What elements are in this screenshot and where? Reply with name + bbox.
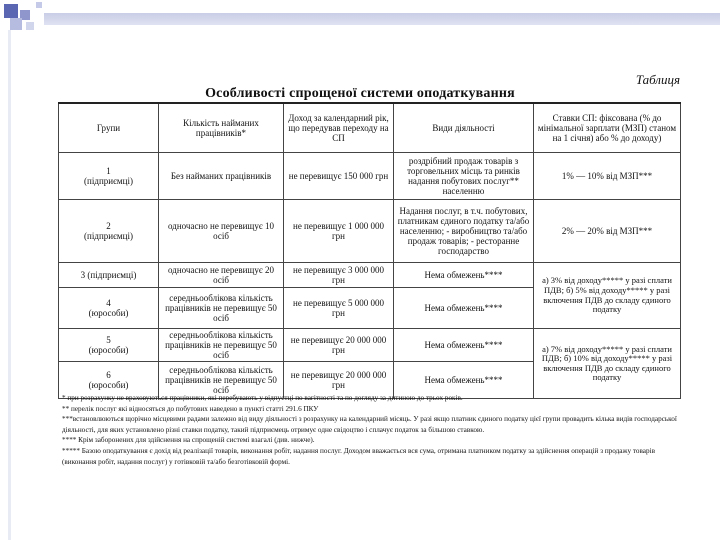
workers-cell: Без найманих працівників: [159, 153, 284, 200]
table-row: [59, 153, 681, 200]
decorative-square: [26, 22, 34, 30]
footnote: ** перелік послуг які відносяться до побутових наведено в пункті статті 291.6 ПКУ: [62, 404, 319, 413]
workers-cell: одночасно не перевищує 10 осіб: [159, 200, 284, 263]
rate-cell: 2% — 20% від МЗП***: [534, 200, 681, 263]
decorative-vertical-line: [8, 30, 11, 540]
footnote: ***встановлюються щорічно місцевими радами залежно від виду діяльності з розрахунку на календарний місяць. У разі якщо платник єдиного податку цієї групи провадить кілька видів господарської діяльності, для яких установлено різні ставки податку, такий підприємець отримує одне свідоцтво і сплачує податок за більшою ставкою.: [62, 415, 677, 434]
table-caption: Таблиця: [635, 72, 680, 87]
decorative-bar: [44, 13, 720, 25]
group-cell: 1 (підприємці): [59, 153, 159, 200]
workers-cell: середньооблікова кількість працівників не перевищує 50 осіб: [159, 288, 284, 329]
income-cell: не перевищує 3 000 000 грн: [284, 263, 394, 288]
activity-cell: Нема обмежень****: [394, 263, 534, 288]
decorative-square: [10, 18, 22, 30]
income-cell: не перевищує 150 000 грн: [284, 153, 394, 200]
rate-cell: а) 7% від доходу***** у разі сплати ПДВ; б) 10% від доходу***** у разі включення ПДВ до складу єдиного податку: [534, 329, 681, 399]
decorative-header-band: [0, 0, 720, 30]
rate-cell: а) 3% від доходу***** у разі сплати ПДВ; б) 5% від доходу***** у разі включення ПДВ до складу єдиного податку: [534, 263, 681, 329]
decorative-square: [36, 2, 42, 8]
header-cell: Групи: [59, 103, 159, 153]
table-row: [59, 263, 681, 288]
activity-cell: Нема обмежень****: [394, 362, 534, 399]
footnotes: [62, 393, 678, 467]
group-cell: 3 (підприємці): [59, 263, 159, 288]
footnote: ***** Базою оподаткування є дохід від реалізації товарів, виконання робіт, надання послуг. Доходом вважається вся сума, отримана платником податку за здійснення операцій з продажу товарів (виконання робіт, надання послуг) у готівковій та/або безготівковій формі.: [62, 446, 655, 466]
table-header-row: [59, 103, 681, 153]
tax-table: [58, 102, 681, 399]
activity-cell: роздрібний продаж товарів з торговельних місць та ринків надання побутових послуг** населенню: [394, 153, 534, 200]
table-row: [59, 329, 681, 362]
income-cell: не перевищує 5 000 000 грн: [284, 288, 394, 329]
header-cell: Кількість найманих працівників*: [159, 103, 284, 153]
header-cell: Доход за календарний рік, що передував переходу на СП: [284, 103, 394, 153]
income-cell: не перевищує 20 000 000 грн: [284, 362, 394, 399]
income-cell: не перевищує 1 000 000 грн: [284, 200, 394, 263]
activity-cell: Нема обмежень****: [394, 288, 534, 329]
header-cell: Види діяльності: [394, 103, 534, 153]
workers-cell: середньооблікова кількість працівників не перевищує 50 осіб: [159, 362, 284, 399]
header-cell: Ставки СП: фіксована (% до мінімальної зарплати (МЗП) станом на 1 січня) або % до доходу): [534, 103, 681, 153]
document-title: Особливості спрощеної системи оподаткування: [205, 86, 515, 101]
workers-cell: одночасно не перевищує 20 осіб: [159, 263, 284, 288]
rate-cell: 1% — 10% від МЗП***: [534, 153, 681, 200]
group-cell: 6 (юрособи): [59, 362, 159, 399]
decorative-square: [4, 4, 18, 18]
group-cell: 4 (юрособи): [59, 288, 159, 329]
table-row: [59, 200, 681, 263]
group-cell: 2 (підприємці): [59, 200, 159, 263]
activity-cell: Надання послуг, в т.ч. побутових, платникам єдиного податку та/або населенню; - виробництво та/або продаж товарів; - ресторанне господарство: [394, 200, 534, 263]
footnote: * при розрахунку не враховуються працівники, які перебувають у відпустці по вагітності та по догляду за дитиною до трьох років.: [62, 394, 463, 402]
activity-cell: Нема обмежень****: [394, 329, 534, 362]
workers-cell: середньооблікова кількість працівників не перевищує 50 осіб: [159, 329, 284, 362]
group-cell: 5 (юрособи): [59, 329, 159, 362]
footnote: **** Крім заборонених для здійснення на спрощеній системі взагалі (див. нижче).: [62, 436, 315, 445]
income-cell: не перевищує 20 000 000 грн: [284, 329, 394, 362]
